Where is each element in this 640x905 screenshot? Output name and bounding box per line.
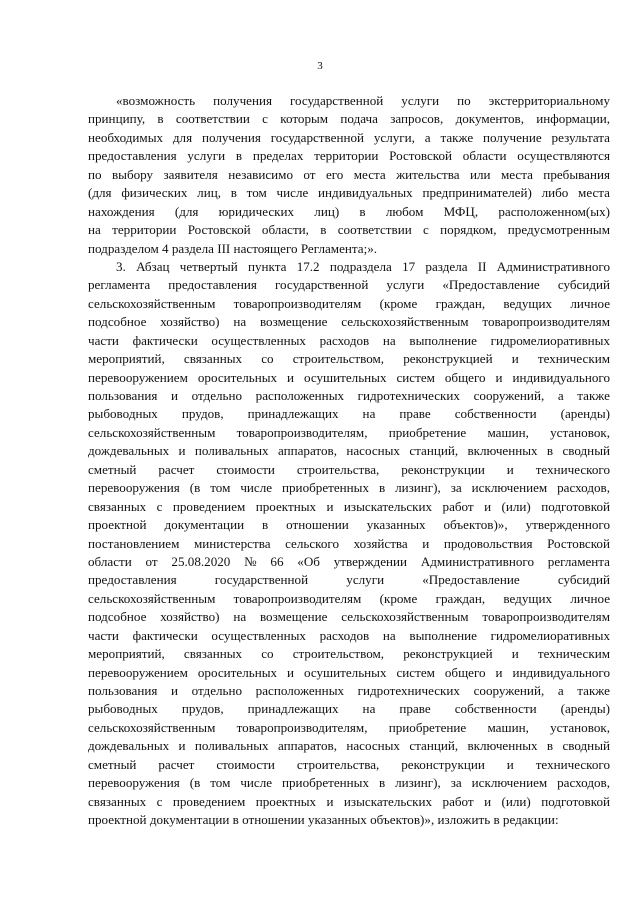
text-line: перевооружением оросительных и осушительных систем общего и индивидуального: [88, 664, 610, 680]
text-line: сметный расчет стоимости строительства, реконструкции и технического: [88, 756, 610, 772]
text-line: подразделом 4 раздела III настоящего Регламента;».: [88, 240, 378, 256]
text-line: перевооружения (в том числе приобретенных в лизинг), за исключением расходов,: [88, 775, 610, 791]
text-line: связанных с проведением проектных и изыскательских работ и (или) подготовкой: [88, 793, 610, 809]
text-line: сметный расчет стоимости строительства, реконструкции и технического: [88, 461, 610, 477]
text-line: части фактически осуществленных расходов на выполнение гидромелиоративных: [88, 332, 610, 348]
text-line: регламента предоставления государственной услуги «Предоставление субсидий: [88, 277, 610, 293]
text-line: необходимых для получения государственной услуги, а также получение результата: [88, 129, 610, 145]
text-line: подсобное хозяйство) на возмещение сельскохозяйственным товаропроизводителям: [88, 314, 610, 330]
text-line: сельскохозяйственным товаропроизводителям, приобретение машин, установок,: [88, 424, 610, 440]
text-line: мероприятий, связанных со строительством, реконструкцией и техническим: [88, 646, 610, 662]
text-line: «возможность получения государственной услуги по экстерриториальному: [116, 93, 610, 108]
text-line: связанных с проведением проектных и изыскательских работ и (или) подготовкой: [88, 498, 610, 514]
text-line: дождевальных и поливальных аппаратов, насосных станций, включенных в сводный: [88, 443, 610, 459]
text-line: (для физических лиц, в том числе индивидуальных предпринимателей) либо места: [88, 185, 610, 201]
text-line: сельскохозяйственным товаропроизводителям (кроме граждан, ведущих личное: [88, 295, 610, 311]
text-line: принципу, в соответствии с которым подача запросов, документов, информации,: [88, 111, 610, 127]
text-line: области от 25.08.2020 № 66 «Об утверждении Административного регламента: [88, 553, 610, 569]
text-line: 3. Абзац четвертый пункта 17.2 подраздела 17 раздела II Административного: [116, 258, 610, 274]
text-line: по выбору заявителя независимо от его места жительства или места пребывания: [88, 166, 610, 182]
text-line: пользования и отдельно расположенных гидротехнических сооружений, а также: [88, 388, 610, 403]
document-body: [88, 92, 610, 830]
text-line: предоставления услуги в пределах территории Ростовской области осуществляются: [88, 148, 610, 164]
text-line: мероприятий, связанных со строительством, реконструкцией и техническим: [88, 351, 610, 367]
text-line: постановлением министерства сельского хозяйства и продовольствия Ростовской: [88, 535, 610, 551]
text-line: предоставления государственной услуги «Предоставление субсидий: [88, 572, 610, 588]
text-line: сельскохозяйственным товаропроизводителям (кроме граждан, ведущих личное: [88, 590, 610, 606]
text-line: сельскохозяйственным товаропроизводителям, приобретение машин, установок,: [88, 719, 610, 735]
text-line: нахождения (для юридических лиц) в любом МФЦ, расположенном(ых): [88, 203, 610, 219]
text-line: рыбоводных прудов, принадлежащих на праве собственности (аренды): [88, 701, 610, 717]
text-line: дождевальных и поливальных аппаратов, насосных станций, включенных в сводный: [88, 738, 610, 754]
text-line: на территории Ростовской области, в соответствии с порядком, предусмотренным: [88, 222, 610, 238]
text-line: перевооружением оросительных и осушительных систем общего и индивидуального: [88, 369, 610, 385]
text-line: проектной документации в отношении указанных объектов)», изложить в редакции:: [88, 812, 559, 828]
page-number: 3: [317, 60, 323, 72]
text-line: подсобное хозяйство) на возмещение сельскохозяйственным товаропроизводителям: [88, 609, 610, 625]
text-line: проектной документации в отношении указанных объектов)», утвержденного: [88, 517, 610, 533]
text-line: рыбоводных прудов, принадлежащих на праве собственности (аренды): [88, 406, 610, 422]
text-line: перевооружения (в том числе приобретенных в лизинг), за исключением расходов,: [88, 480, 610, 496]
text-line: пользования и отдельно расположенных гидротехнических сооружений, а также: [88, 683, 610, 698]
text-line: части фактически осуществленных расходов на выполнение гидромелиоративных: [88, 627, 610, 643]
